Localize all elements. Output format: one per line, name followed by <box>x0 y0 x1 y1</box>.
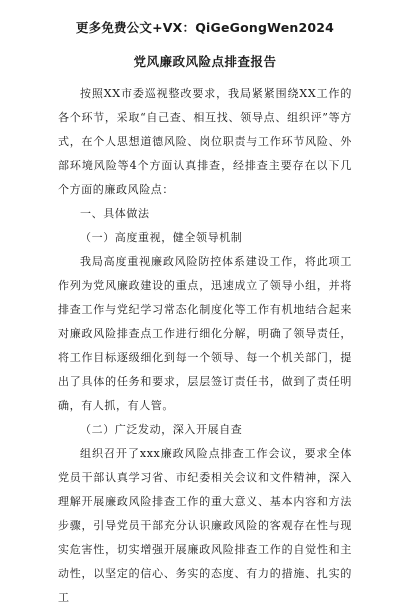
subsection-heading-2: （二）广泛发动，深入开展自查 <box>80 423 243 436</box>
subsection-heading-1: （一）高度重视，健全领导机制 <box>80 231 243 244</box>
subsection-body-1: 我局高度重视廉政风险防控体系建设工作，将此项工作列为党风廉政建设的重点，迅速成立了领导小组，并将排查工作与党纪学习常态化制度化等工作有机地结合起来对廉政风险排查点工作进行细化分解，明确了领导责任，将工作目标逐级细化到每一个领导、每一个机关部门，提出了具体的任务和要求，层层签订责任书，做到了责任明确，有人抓，有人管。 <box>58 255 352 412</box>
promo-banner: 更多免费公文+VX：QiGeGongWen2024 <box>75 20 335 35</box>
subsection-body-2: 组织召开了xxx廉政风险点排查工作会议，要求全体党员干部认真学习省、市纪委相关会议和文件精神，深入理解开展廉政风险排查工作的重大意义、基本内容和方法步骤，引导党员干部充分认识廉政风险的客观存在性与现实危害性，切实增强开展廉政风险排查工作的自觉性和主动性，以坚定的信心、务实的态度、有力的措施、扎实的工 <box>58 447 352 604</box>
intro-paragraph: 按照XX市委巡视整改要求，我局紧紧围绕XX工作的各个环节，采取“自己查、相互找、领导点、组织评”等方式，在个人思想道德风险、岗位职责与工作环节风险、外部环境风险等4个方面认真排查，经排查主要存在以下几个方面的廉政风险点： <box>58 87 352 196</box>
document-title: 党风廉政风险点排查报告 <box>133 54 277 69</box>
section-heading: 一、具体做法 <box>80 207 150 220</box>
